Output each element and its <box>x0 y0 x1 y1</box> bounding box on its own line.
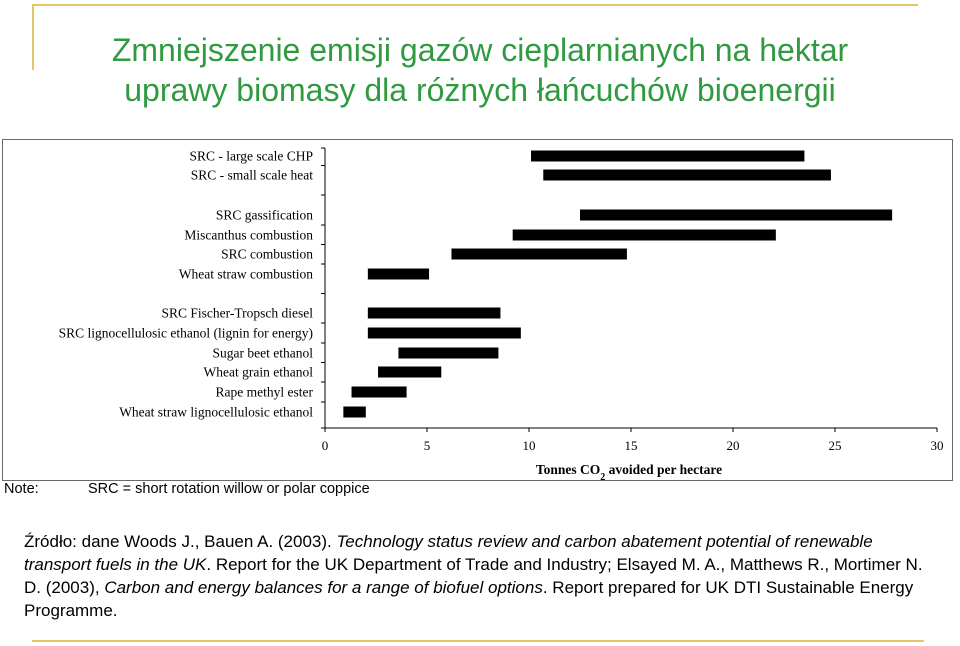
title-line-2: uprawy biomasy dla różnych łańcuchów bioenergii <box>124 72 836 108</box>
slide-title <box>40 30 920 110</box>
decorative-top-line <box>32 4 918 6</box>
category-label: Wheat straw combustion <box>178 266 313 282</box>
chart-note <box>4 481 370 497</box>
x-tick-label: 0 <box>321 438 329 453</box>
category-label: SRC gassification <box>215 207 313 223</box>
range-bar <box>451 249 626 260</box>
range-bar <box>343 407 365 418</box>
category-label: SRC - large scale CHP <box>189 148 313 164</box>
x-tick-label: 20 <box>726 438 740 453</box>
range-bar <box>368 308 501 319</box>
title-line-1: Zmniejszenie emisji gazów cieplarnianych na hektar <box>111 32 849 68</box>
category-label: SRC Fischer-Tropsch diesel <box>161 305 313 321</box>
range-bar <box>543 170 831 181</box>
x-tick-label: 25 <box>828 438 842 453</box>
category-label: SRC lignocellulosic ethanol (lignin for energy) <box>58 325 313 341</box>
range-bar <box>378 367 441 378</box>
range-bar <box>352 387 407 398</box>
chart-frame <box>2 139 953 481</box>
category-label: Wheat grain ethanol <box>203 364 313 380</box>
source-part-2: Technology status review and carbon abatement potential of renewable transport fuels in the UK <box>24 532 873 574</box>
decorative-bottom-line <box>32 640 924 642</box>
source-part-5: . Report prepared for UK DTI Sustainable Energy Programme. <box>24 578 914 620</box>
decorative-left-line <box>32 4 34 70</box>
range-bar-chart <box>3 140 952 480</box>
note-text: SRC = short rotation willow or polar coppice <box>88 481 370 497</box>
source-part-3: . Report for the UK Department of Trade and Industry; Elsayed M. A., Matthews R., Mortimer N. D. (2003), <box>24 555 923 597</box>
x-tick-label: 5 <box>423 438 431 453</box>
range-bar <box>513 230 776 241</box>
source-citation <box>24 530 944 622</box>
range-bar <box>368 269 429 280</box>
category-label: Sugar beet ethanol <box>212 345 313 361</box>
category-label: Miscanthus combustion <box>184 227 313 243</box>
source-part-1: Źródło: dane Woods J., Bauen A. (2003). <box>24 532 337 551</box>
category-label: SRC - small scale heat <box>190 167 313 183</box>
range-bar <box>398 348 498 359</box>
x-axis-title: Tonnes $CO_2$ avoided per hectare <box>535 462 723 480</box>
x-tick-label: 30 <box>930 438 944 453</box>
category-label: Rape methyl ester <box>215 384 313 400</box>
range-bar <box>368 328 521 339</box>
source-part-4: Carbon and energy balances for a range of biofuel options <box>104 578 543 597</box>
x-tick-label: 10 <box>522 438 536 453</box>
category-label: SRC combustion <box>221 246 313 262</box>
range-bar <box>531 151 804 162</box>
note-label: Note: <box>4 481 39 497</box>
range-bar <box>580 210 892 221</box>
category-label: Wheat straw lignocellulosic ethanol <box>119 404 313 420</box>
x-tick-label: 15 <box>624 438 638 453</box>
